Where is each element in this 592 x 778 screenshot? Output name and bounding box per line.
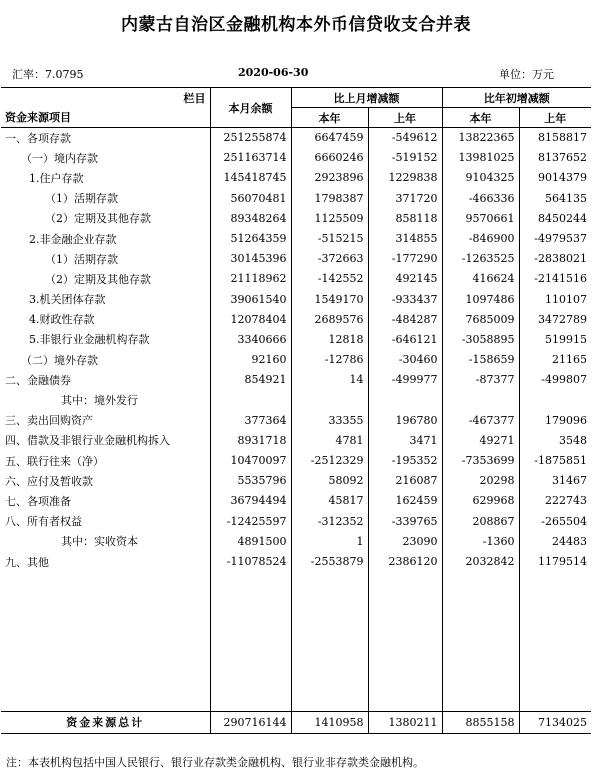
- table-row: [1, 269, 591, 289]
- cell-balance: 12078404: [210, 309, 291, 329]
- cell-month-last-year: 492145: [368, 269, 442, 289]
- cell-ytd-last-year: -4979537: [519, 228, 591, 248]
- spacer-cell: [291, 572, 368, 712]
- table-row: [1, 491, 591, 511]
- row-label: （2）定期及其他存款: [45, 212, 151, 226]
- row-label: 一、各项存款: [5, 131, 71, 145]
- row-label: （二）境外存款: [21, 353, 98, 367]
- row-label: 三、卖出回购资产: [5, 414, 93, 428]
- cell-ytd-last-year: 3548: [519, 430, 591, 450]
- table-row: [1, 471, 591, 491]
- cell-month-last-year: 3471: [368, 430, 442, 450]
- corner-top-label: 栏目: [183, 92, 206, 105]
- cell-ytd-last-year: 222743: [519, 491, 591, 511]
- cell-balance: 854921: [210, 370, 291, 390]
- table-row: [1, 128, 591, 148]
- spacer-cell: [210, 572, 291, 712]
- cell-ytd-last-year: 179096: [519, 410, 591, 430]
- table-row: [1, 228, 591, 248]
- row-label: 四、借款及非银行业金融机构拆入: [5, 434, 170, 448]
- table-row: [1, 208, 591, 228]
- table-row: [1, 329, 591, 349]
- cell-month-this-year: 6647459: [291, 128, 368, 148]
- cell-balance: 377364: [210, 410, 291, 430]
- cell-balance: 30145396: [210, 249, 291, 269]
- cell-balance: 251163714: [210, 148, 291, 168]
- cell-month-last-year: 162459: [368, 491, 442, 511]
- table-row: [1, 430, 591, 450]
- corner-bottom-label: 资金来源项目: [5, 111, 71, 124]
- row-label: 1.住户存款: [29, 171, 84, 185]
- cell-ytd-last-year: 9014379: [519, 168, 591, 188]
- cell-ytd-last-year: 519915: [519, 329, 591, 349]
- cell-balance: -12425597: [210, 511, 291, 531]
- cell-balance: 56070481: [210, 188, 291, 208]
- cell-month-this-year: -142552: [291, 269, 368, 289]
- cell-balance: 8931718: [210, 430, 291, 450]
- table-row: [1, 289, 591, 309]
- header-ytd-this-year: 本年: [442, 108, 519, 128]
- cell-month-last-year: 1380211: [368, 711, 442, 733]
- header-group-year: 比年初增减额: [442, 88, 591, 108]
- cell-balance: 251255874: [210, 128, 291, 148]
- cell-ytd-last-year: 564135: [519, 188, 591, 208]
- cell-month-last-year: 216087: [368, 471, 442, 491]
- cell-ytd-last-year: 21165: [519, 350, 591, 370]
- total-row: [1, 711, 591, 733]
- row-label: （2）定期及其他存款: [45, 272, 151, 286]
- cell-balance: 39061540: [210, 289, 291, 309]
- cell-balance: 3340666: [210, 329, 291, 349]
- cell-month-last-year: -484287: [368, 309, 442, 329]
- cell-ytd-this-year: 9104325: [442, 168, 519, 188]
- row-label: 2.非金融企业存款: [29, 232, 117, 246]
- cell-month-this-year: 1549170: [291, 289, 368, 309]
- cell-month-this-year: -2512329: [291, 451, 368, 471]
- cell-month-this-year: -312352: [291, 511, 368, 531]
- cell-ytd-last-year: -499807: [519, 370, 591, 390]
- report-date: 2020-06-30: [238, 66, 309, 79]
- cell-ytd-this-year: 1097486: [442, 289, 519, 309]
- cell-month-this-year: 1410958: [291, 711, 368, 733]
- table-row: [1, 511, 591, 531]
- table-row: [1, 309, 591, 329]
- cell-ytd-this-year: [442, 390, 519, 410]
- cell-month-last-year: -195352: [368, 451, 442, 471]
- cell-balance: 92160: [210, 350, 291, 370]
- row-label: 九、其他: [5, 555, 49, 569]
- cell-month-this-year: 45817: [291, 491, 368, 511]
- page-title: 内蒙古自治区金融机构本外币信贷收支合并表: [121, 15, 471, 35]
- spacer-cell: [442, 572, 519, 712]
- table-row: [1, 350, 591, 370]
- row-label: 五、联行往来（净）: [5, 454, 104, 468]
- header-month-last-year: 上年: [368, 108, 442, 128]
- cell-month-this-year: 1125509: [291, 208, 368, 228]
- cell-ytd-last-year: 8137652: [519, 148, 591, 168]
- cell-ytd-this-year: 2032842: [442, 551, 519, 571]
- cell-month-last-year: -519152: [368, 148, 442, 168]
- cell-ytd-last-year: -265504: [519, 511, 591, 531]
- spacer-cell: [1, 572, 210, 712]
- cell-ytd-last-year: 8158817: [519, 128, 591, 148]
- footnote: 注：本表机构包括中国人民银行、银行业存款类金融机构、银行业非存款类金融机构。: [6, 756, 424, 769]
- credit-table: [1, 87, 591, 734]
- cell-month-last-year: -933437: [368, 289, 442, 309]
- row-label: （1）活期存款: [45, 252, 118, 266]
- cell-month-last-year: -646121: [368, 329, 442, 349]
- row-label: 七、各项准备: [5, 494, 71, 508]
- row-label: 六、应付及暂收款: [5, 474, 93, 488]
- cell-balance: 4891500: [210, 531, 291, 551]
- total-label: 资金来源总计: [1, 711, 210, 733]
- cell-ytd-last-year: 1179514: [519, 551, 591, 571]
- cell-month-this-year: 4781: [291, 430, 368, 450]
- cell-ytd-last-year: -1875851: [519, 451, 591, 471]
- cell-ytd-this-year: 13822365: [442, 128, 519, 148]
- cell-ytd-this-year: -1263525: [442, 249, 519, 269]
- cell-month-last-year: 23090: [368, 531, 442, 551]
- cell-month-this-year: 2923896: [291, 168, 368, 188]
- header-group-month: 比上月增减额: [291, 88, 442, 108]
- credit-table-container: [1, 87, 591, 733]
- cell-ytd-this-year: -466336: [442, 188, 519, 208]
- table-row: [1, 168, 591, 188]
- table-row: [1, 249, 591, 269]
- cell-ytd-this-year: -846900: [442, 228, 519, 248]
- cell-ytd-this-year: 7685009: [442, 309, 519, 329]
- cell-month-last-year: 2386120: [368, 551, 442, 571]
- cell-ytd-last-year: 110107: [519, 289, 591, 309]
- cell-balance: 10470097: [210, 451, 291, 471]
- unit-label: 单位：万元: [499, 68, 554, 81]
- cell-ytd-this-year: -87377: [442, 370, 519, 390]
- cell-ytd-this-year: 13981025: [442, 148, 519, 168]
- spacer-row: [1, 572, 591, 712]
- cell-balance: -11078524: [210, 551, 291, 571]
- cell-balance: [210, 390, 291, 410]
- table-row: [1, 188, 591, 208]
- cell-ytd-last-year: 31467: [519, 471, 591, 491]
- cell-ytd-this-year: -1360: [442, 531, 519, 551]
- table-row: [1, 148, 591, 168]
- cell-month-this-year: 12818: [291, 329, 368, 349]
- row-label: （一）境内存款: [21, 151, 98, 165]
- cell-balance: 36794494: [210, 491, 291, 511]
- cell-month-last-year: 1229838: [368, 168, 442, 188]
- row-label: 3.机关团体存款: [29, 293, 106, 307]
- cell-month-this-year: 33355: [291, 410, 368, 430]
- table-row: [1, 551, 591, 571]
- row-label: 其中：实收资本: [61, 535, 138, 549]
- header-month-this-year: 本年: [291, 108, 368, 128]
- cell-balance: 21118962: [210, 269, 291, 289]
- row-label: 八、所有者权益: [5, 515, 82, 529]
- cell-ytd-this-year: -7353699: [442, 451, 519, 471]
- cell-month-last-year: -499977: [368, 370, 442, 390]
- cell-month-this-year: [291, 390, 368, 410]
- cell-balance: 290716144: [210, 711, 291, 733]
- cell-ytd-this-year: -3058895: [442, 329, 519, 349]
- header-balance: 本月余额: [210, 88, 291, 128]
- header-corner: [1, 88, 210, 128]
- cell-month-last-year: 314855: [368, 228, 442, 248]
- cell-ytd-this-year: -467377: [442, 410, 519, 430]
- row-label: 5.非银行业金融机构存款: [29, 333, 150, 347]
- table-body: [1, 128, 591, 734]
- cell-month-this-year: 1: [291, 531, 368, 551]
- cell-month-this-year: -12786: [291, 350, 368, 370]
- cell-ytd-this-year: 208867: [442, 511, 519, 531]
- table-row: [1, 410, 591, 430]
- row-label: 其中：境外发行: [61, 394, 138, 408]
- table-row: [1, 390, 591, 410]
- cell-month-last-year: -339765: [368, 511, 442, 531]
- spacer-cell: [519, 572, 591, 712]
- cell-ytd-this-year: 20298: [442, 471, 519, 491]
- cell-month-last-year: [368, 390, 442, 410]
- cell-ytd-this-year: 416624: [442, 269, 519, 289]
- table-row: [1, 370, 591, 390]
- spacer-cell: [368, 572, 442, 712]
- cell-month-this-year: 14: [291, 370, 368, 390]
- row-label: 二、金融债券: [5, 373, 71, 387]
- cell-ytd-last-year: 24483: [519, 531, 591, 551]
- cell-ytd-last-year: 8450244: [519, 208, 591, 228]
- cell-month-last-year: -549612: [368, 128, 442, 148]
- cell-month-this-year: 6660246: [291, 148, 368, 168]
- cell-month-last-year: 858118: [368, 208, 442, 228]
- exchange-rate: 汇率：7.0795: [12, 68, 84, 81]
- cell-ytd-this-year: 629968: [442, 491, 519, 511]
- cell-ytd-last-year: 7134025: [519, 711, 591, 733]
- cell-balance: 89348264: [210, 208, 291, 228]
- cell-balance: 51264359: [210, 228, 291, 248]
- cell-ytd-last-year: -2838021: [519, 249, 591, 269]
- cell-balance: 5535796: [210, 471, 291, 491]
- cell-month-last-year: -177290: [368, 249, 442, 269]
- cell-ytd-this-year: -158659: [442, 350, 519, 370]
- cell-ytd-this-year: 8855158: [442, 711, 519, 733]
- cell-month-this-year: -515215: [291, 228, 368, 248]
- header-ytd-last-year: 上年: [519, 108, 591, 128]
- cell-ytd-last-year: 3472789: [519, 309, 591, 329]
- cell-month-last-year: 196780: [368, 410, 442, 430]
- row-label: （1）活期存款: [45, 192, 118, 206]
- cell-ytd-this-year: 49271: [442, 430, 519, 450]
- cell-month-last-year: -30460: [368, 350, 442, 370]
- cell-month-this-year: 58092: [291, 471, 368, 491]
- table-row: [1, 451, 591, 471]
- cell-month-this-year: 1798387: [291, 188, 368, 208]
- cell-month-this-year: -2553879: [291, 551, 368, 571]
- row-label: 4.财政性存款: [29, 313, 95, 327]
- cell-month-last-year: 371720: [368, 188, 442, 208]
- cell-ytd-this-year: 9570661: [442, 208, 519, 228]
- cell-month-this-year: -372663: [291, 249, 368, 269]
- cell-balance: 145418745: [210, 168, 291, 188]
- table-row: [1, 531, 591, 551]
- cell-ytd-last-year: [519, 390, 591, 410]
- cell-ytd-last-year: -2141516: [519, 269, 591, 289]
- cell-month-this-year: 2689576: [291, 309, 368, 329]
